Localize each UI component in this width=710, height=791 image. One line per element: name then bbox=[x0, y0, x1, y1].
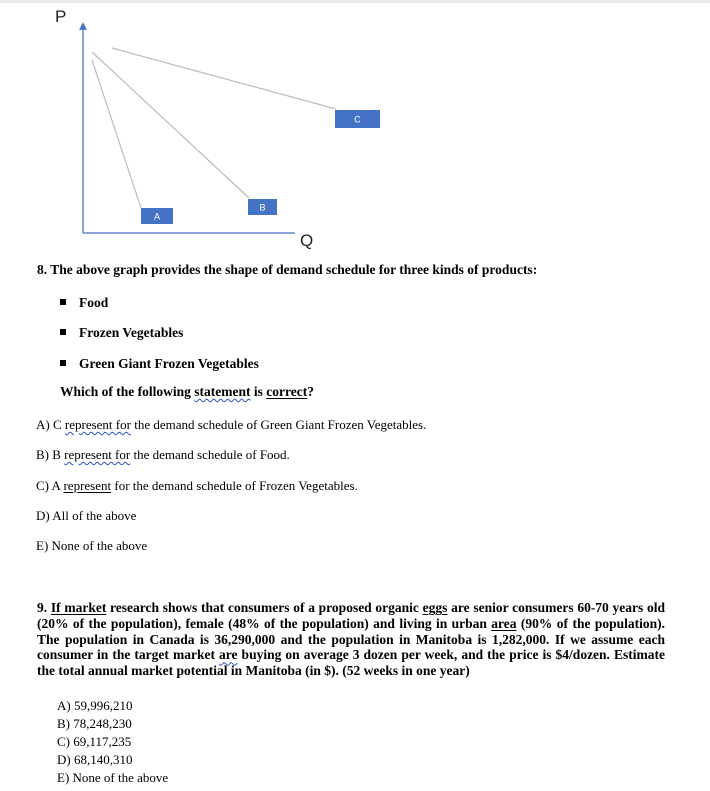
product-label: Frozen Vegetables bbox=[79, 325, 184, 340]
option-b: B) B represent for the demand schedule of Food. bbox=[36, 447, 290, 462]
grammar-flag: If market bbox=[50, 600, 107, 615]
curve-a-label: A bbox=[153, 211, 161, 222]
option-c: C) A represent for the demand schedule of Frozen Vegetables. bbox=[36, 478, 358, 493]
curve-a-label-box bbox=[141, 208, 173, 224]
grammar-flag: correct bbox=[266, 384, 308, 399]
list-item bbox=[60, 356, 259, 372]
curve-c-label: C bbox=[354, 114, 361, 125]
demand-curve-b bbox=[92, 52, 249, 198]
option-d: D) All of the above bbox=[36, 508, 137, 523]
bullet-square-icon bbox=[60, 329, 66, 335]
grammar-flag: eggs bbox=[422, 600, 448, 615]
curve-c-label-box bbox=[335, 110, 380, 128]
curve-b-label-box bbox=[248, 199, 277, 215]
question-8-text: 8. The above graph provides the shape of demand schedule for three kinds of products: bbox=[37, 262, 538, 277]
grammar-flag: represent for bbox=[64, 447, 131, 462]
curve-b-label: B bbox=[259, 202, 266, 213]
bullet-square-icon bbox=[60, 360, 66, 366]
grammar-flag: area bbox=[491, 615, 517, 631]
question-8-prompt: Which of the following statement is correct? bbox=[60, 384, 314, 399]
grammar-flag: are bbox=[219, 647, 238, 663]
option-a: A) C represent for the demand schedule of Green Giant Frozen Vegetables. bbox=[36, 417, 427, 432]
demand-curve-c bbox=[112, 48, 336, 109]
answer-c: C) 69,117,235 bbox=[57, 734, 132, 749]
demand-graph bbox=[0, 0, 710, 255]
answer-e: E) None of the above bbox=[57, 770, 169, 785]
grammar-flag: represent bbox=[63, 478, 112, 493]
x-axis-label: Q bbox=[300, 231, 314, 250]
demand-curve-a bbox=[92, 60, 141, 208]
answer-a: A) 59,996,210 bbox=[57, 698, 133, 713]
product-label: Food bbox=[79, 295, 109, 310]
answer-d: D) 68,140,310 bbox=[57, 752, 133, 767]
question-9-text: 9. If market research shows that consumers of a proposed organic eggs are senior consumers 60-70 years old (20% of the population), female (48% of the population) and living in urban area (90% of the population). The population in Canada is 36,290,000 and the population in Manitoba is 1,282,000. If we assume each consumer in the target market are buying on average 3 dozen per week, and the price is $4/dozen. Estimate the total annual market potential in Manitoba (in $). (52 weeks in one year) bbox=[37, 600, 666, 679]
option-e: E) None of the above bbox=[36, 538, 148, 553]
grammar-flag: statement bbox=[194, 384, 251, 399]
y-axis-label: P bbox=[55, 7, 67, 26]
list-item bbox=[60, 295, 108, 311]
list-item bbox=[60, 325, 183, 341]
product-label: Green Giant Frozen Vegetables bbox=[79, 356, 259, 371]
grammar-flag: represent for bbox=[64, 417, 131, 432]
bullet-square-icon bbox=[60, 299, 66, 305]
answer-b: B) 78,248,230 bbox=[57, 716, 132, 731]
